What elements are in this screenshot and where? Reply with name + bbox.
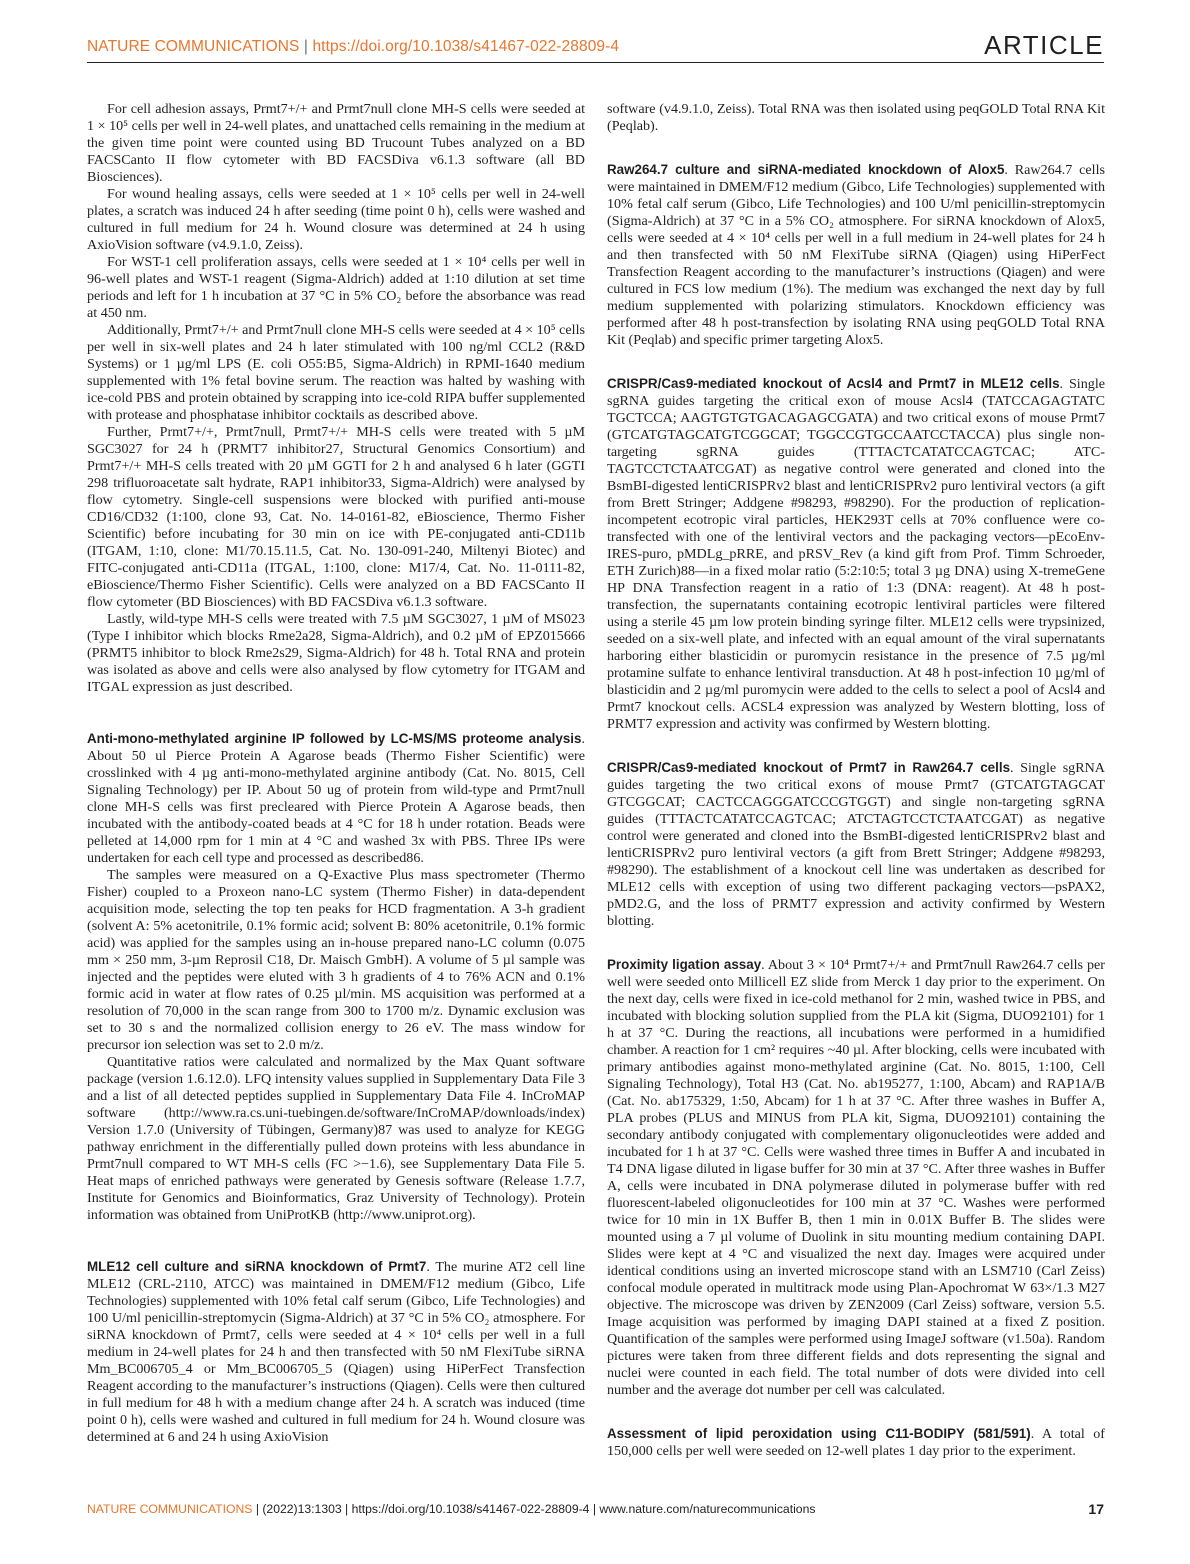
section-paragraph: Anti-mono-methylated arginine IP followed by LC-MS/MS proteome analysis. About 50 ul Pierce Protein A Agarose beads (Thermo Fisher Scientific) were crosslinked with 4 µg anti-mono-methylated arginine antibody (Cat. No. 8015, Cell Signaling Technology) per IP. About 50 ug of protein from wild-type and Prmt7null clone MH-S cells was first precleared with Pierce Protein A Agarose beads, then incubated with the antibody-coated beads at 4 °C for 18 h under rotation. Beads were pelleted at 14,000 rpm for 1 min at 4 °C and washed 3x with PBS. Three IPs were undertaken for each cell type and processed as described86. [87, 731, 585, 866]
header-rule [87, 62, 1104, 63]
section-paragraph: Proximity ligation assay. About 3 × 10⁴ Prmt7+/+ and Prmt7null Raw264.7 cells per well were seeded onto Millicell EZ slide from Merck 1 day prior to the experiment. On the next day, cells were fixed in ice-cold methanol for 2 min, washed twice in PBS, and incubated with blocking solution supplied from the PLA kit (Sigma, DUO92101) for 1 h at 37 °C. During the reactions, all incubations were performed in a humidified chamber. A reaction for 1 cm² requires ~40 µl. After blocking, cells were incubated with primary antibodies against mono-methylated arginine (Cat. No. 8015, 1:100, Cell Signaling Technology), Total H3 (Cat. No. ab195277, 1:100, Abcam) and RAP1A/B (Cat. No. ab175329, 1:50, Abcam) for 1 h at 37 °C. After three washes in Buffer A, PLA probes (PLUS and MINUS from PLA kit, Sigma, DUO92101) containing the secondary antibody conjugated with complementary oligonucleotides were added and incubated for 1 h at 37 °C. Cells were washed three times in Buffer A and incubated in T4 DNA ligase diluted in ligase buffer for 30 min at 37 °C. After three washes in Buffer A, cells were incubated in DNA polymerase diluted in polymerase buffer with red fluorescent-labeled oligonucleotides for 100 min at 37 °C. Washes were performed twice for 10 min in 1X Buffer B, then 1 min in 0.01X Buffer B. The slides were mounted using a 7 µl volume of Duolink in situ mounting medium containing DAPI. Slides were kept at 4 °C and visualized the next day. Images were acquired under identical conditions using an inverted microscope stand with an LSM710 (Carl Zeiss) confocal module operated in multitrack mode using Plan-Apochromat W 63×/1.3 M27 objective. The microscope was driven by ZEN2009 (Carl Zeiss) software, version 5.5. Image acquisition was performed by imaging DAPI stained at a fixed Z position. Quantification of the samples were performed using ImageJ software (v1.50a). Random pictures were taken from three different fields and dots representing the signal and nuclei were counted in each field. The total number of dots were divided into cell number and the average dot number per cell was calculated. [607, 957, 1105, 1398]
paragraph: Lastly, wild-type MH-S cells were treated with 7.5 µM SGC3027, 1 µM of MS023 (Type I inhibitor which blocks Rme2a28, Sigma-Aldrich), and 0.2 µM of EPZ015666 (PRMT5 inhibitor to block Rme2s29, Sigma-Aldrich) for 48 h. Total RNA and protein was isolated as above and cells were also analysed by flow cytometry for ITGAM and ITGAL expression as just described. [87, 611, 585, 695]
section-text: About 3 × 10⁴ Prmt7+/+ and Prmt7null Raw264.7 cells per well were seeded onto Millicell EZ slide from Merck 1 day prior to the experiment. On the next day, cells were fixed in ice-cold methanol for 2 min, washed twice in PBS, and incubated with blocking solution supplied from the PLA kit (Sigma, DUO92101) for 1 h at 37 °C. During the reactions, all incubations were performed in a humidified chamber. A reaction for 1 cm² requires ~40 µl. After blocking, cells were incubated with primary antibodies against mono-methylated arginine (Cat. No. 8015, 1:100, Cell Signaling Technology), Total H3 (Cat. No. ab195277, 1:100, Abcam) and RAP1A/B (Cat. No. ab175329, 1:50, Abcam) for 1 h at 37 °C. After three washes in Buffer A, PLA probes (PLUS and MINUS from PLA kit, Sigma, DUO92101) containing the secondary antibody conjugated with complementary oligonucleotides were added and incubated for 1 h at 37 °C. Cells were washed three times in Buffer A and incubated in T4 DNA ligase diluted in ligase buffer for 30 min at 37 °C. After three washes in Buffer A, cells were incubated in DNA polymerase diluted in polymerase buffer with red fluorescent-labeled oligonucleotides for 100 min at 37 °C. Washes were performed twice for 10 min in 1X Buffer B, then 1 min in 0.01X Buffer B. The slides were mounted using a 7 µl volume of Duolink in situ mounting medium containing DAPI. Slides were kept at 4 °C and visualized the next day. Images were acquired under identical conditions using an inverted microscope stand with an LSM710 (Carl Zeiss) confocal module operated in multitrack mode using Plan-Apochromat W 63×/1.3 M27 objective. The microscope was driven by ZEN2009 (Carl Zeiss) software, version 5.5. Image acquisition was performed by imaging DAPI stained at a fixed Z position. Quantification of the samples were performed using ImageJ software (v1.50a). Random pictures were taken from three different fields and dots representing the signal and nuclei were counted in each field. The total number of dots were divided into cell number and the average dot number per cell was calculated. [607, 957, 1105, 1398]
header-doi-link[interactable]: https://doi.org/10.1038/s41467-022-28809-4 [312, 38, 620, 55]
section-text: Raw264.7 cells were maintained in DMEM/F12 medium (Gibco, Life Technologies) supplemented with 10% fetal calf serum (Gibco, Life Technologies) and 100 U/ml penicillin-streptomycin (Sigma-Aldrich) at 37 °C in a 5% CO₂ atmosphere. For siRNA knockdown of Alox5, cells were seeded at 4 × 10⁴ cells per well in a full medium in 24-well plates for 24 h and then transfected with 50 nM FlexiTube siRNA (Qiagen) using HiPerFect Transfection Reagent according to the manufacturer’s instructions (Qiagen) and were cultured in FCS low medium (1%). The medium was exchanged the next day by full medium supplemented with polarizing stimulators. Knockdown efficiency was performed after 48 h post-transfection by isolating RNA using peqGOLD Total RNA Kit (Peqlab) and specific primer targeting Alox5. [607, 162, 1105, 348]
paragraph: The samples were measured on a Q-Exactive Plus mass spectrometer (Thermo Fisher) coupled to a Proxeon nano-LC system (Thermo Fisher) in data-dependent acquisition mode, selecting the top ten peaks for HCD fragmentation. A 3-h gradient (solvent A: 5% acetonitrile, 0.1% formic acid; solvent B: 80% acetonitrile, 0.1% formic acid) was applied for the samples using an in-house prepared nano-LC column (0.075 mm × 250 mm, 3-µm Reprosil C18, Dr. Maisch GmbH). A volume of 5 µl sample was injected and the peptides were eluted with 3 h gradients of 4 to 76% ACN and 0.1% formic acid in water at flow rates of 0.25 µl/min. MS acquisition was performed at a resolution of 70,000 in the scan range from 300 to 1700 m/z. Dynamic exclusion was set to 30 s and the normalized collision energy to 26 eV. The mass window for precursor ion selection was set to 2.0 m/z. [87, 867, 585, 1053]
section-text: The murine AT2 cell line MLE12 (CRL-2110, ATCC) was maintained in DMEM/F12 medium (Gibco, Life Technologies) supplemented with 10% fetal calf serum (Gibco, Life Technologies) and 100 U/ml penicillin-streptomycin (Sigma-Aldrich) at 37 °C in 5% CO₂ atmosphere. For siRNA knockdown of Prmt7, cells were seeded at 4 × 10⁴ cells per well in a full medium in 24-well plates for 24 h and then transfected with 50 nM FlexiTube siRNA Mm_BC006705_4 or Mm_BC006705_5 (Qiagen) using HiPerFect Transfection Reagent according to the manufacturer’s instructions (Qiagen). Cells were then cultured in full medium for 48 h with a medium change after 24 h. A scratch was induced (time point 0 h), cells were washed and cultured in full medium for 24 h. Wound closure was determined at 6 and 24 h using AxioVision [87, 1259, 585, 1445]
section-text: A total of 150,000 cells per well were seeded on 12-well plates 1 day prior to the experiment. [607, 1426, 1105, 1459]
section-heading: Raw264.7 culture and siRNA-mediated knockdown of Alox5 [607, 162, 1005, 177]
page-header [87, 32, 1104, 62]
article-label: ARTICLE [984, 30, 1104, 60]
section-paragraph: Raw264.7 culture and siRNA-mediated knockdown of Alox5. Raw264.7 cells were maintained in DMEM/F12 medium (Gibco, Life Technologies) supplemented with 10% fetal calf serum (Gibco, Life Technologies) and 100 U/ml penicillin-streptomycin (Sigma-Aldrich) at 37 °C in a 5% CO₂ atmosphere. For siRNA knockdown of Alox5, cells were seeded at 4 × 10⁴ cells per well in a full medium in 24-well plates for 24 h and then transfected with 50 nM FlexiTube siRNA (Qiagen) using HiPerFect Transfection Reagent according to the manufacturer’s instructions (Qiagen) and were cultured in FCS low medium (1%). The medium was exchanged the next day by full medium supplemented with polarizing stimulators. Knockdown efficiency was performed after 48 h post-transfection by isolating RNA using peqGOLD Total RNA Kit (Peqlab) and specific primer targeting Alox5. [607, 162, 1105, 348]
section-heading: MLE12 cell culture and siRNA knockdown of Prmt7 [87, 1259, 427, 1274]
section-paragraph: MLE12 cell culture and siRNA knockdown of Prmt7. The murine AT2 cell line MLE12 (CRL-2110, ATCC) was maintained in DMEM/F12 medium (Gibco, Life Technologies) supplemented with 10% fetal calf serum (Gibco, Life Technologies) and 100 U/ml penicillin-streptomycin (Sigma-Aldrich) at 37 °C in 5% CO₂ atmosphere. For siRNA knockdown of Prmt7, cells were seeded at 4 × 10⁴ cells per well in a full medium in 24-well plates for 24 h and then transfected with 50 nM FlexiTube siRNA Mm_BC006705_4 or Mm_BC006705_5 (Qiagen) using HiPerFect Transfection Reagent according to the manufacturer’s instructions (Qiagen). Cells were then cultured in full medium for 48 h with a medium change after 24 h. A scratch was induced (time point 0 h), cells were washed and cultured in full medium for 24 h. Wound closure was determined at 6 and 24 h using AxioVision [87, 1259, 585, 1445]
section-paragraph: Assessment of lipid peroxidation using C11-BODIPY (581/591). A total of 150,000 cells per well were seeded on 12-well plates 1 day prior to the experiment. [607, 1426, 1105, 1459]
section-heading: Proximity ligation assay [607, 957, 762, 972]
header-separator: | [299, 38, 313, 55]
section-text: Single sgRNA guides targeting the critical exon of mouse Acsl4 (TATCCAGAGTATC TGCTCCA; AAGTGTGTGACAGAGCGATA) and two critical exons of mouse Prmt7 (GTCATGTAGCATGTCGGCAT; TGGCCGTGCCAATCCTACCA) plus single non-targeting sgRNA guides (TTTACTCATATCCAGTCAC; ATC-TAGTCCTCTAATCGAT) as negative control were generated and cloned into the BsmBI-digested lentiCRISPRv2 blast and lentiCRISPRv2 puro lentiviral vectors (a gift from Brett Stringer; Addgene #98293, #98290). For the production of replication-incompetent ecotropic viral particles, HEK293T cells at 70% confluence were co-transfected with one of the lentiviral vectors and the packaging vectors—pEcoEnv-IRES-puro, pMDLg_pRRE, and pRSV_Rev (a kind gift from Prof. Timm Schroeder, ETH Zurich)88—in a fixed molar ratio (5:2:10:5; total 3 µg DNA) using X-tremeGene HP DNA Transfection reagent in a ratio of 1:3 (DNA: reagent). At 48 h post-transfection, the supernatants containing ecotropic lentiviral particles were filtered using a sterile 45 µm low protein binding syringe filter. MLE12 cells were trypsinized, seeded on a six-well plate, and infected with an equal amount of the viral supernatants harboring either blasticidin or puromycin resistance in the presence of 7.5 µg/ml protamine sulfate to enhance lentiviral transduction. At 48 h post-infection 10 µg/ml of blasticidin and 2 µg/ml puromycin were added to the cells to select a pool of Acsl4 and Prmt7 knockout cells. ACSL4 expression was analyzed by Western blotting, loss of PRMT7 expression and activity was confirmed by Western blotting. [607, 376, 1105, 732]
footer-citation: | (2022)13:1303 | https://doi.org/10.1038/s41467-022-28809-4 | www.nature.com/naturecommunications [252, 1502, 816, 1516]
paragraph: software (v4.9.1.0, Zeiss). Total RNA was then isolated using peqGOLD Total RNA Kit (Peqlab). [607, 101, 1105, 134]
journal-name: NATURE COMMUNICATIONS [87, 38, 300, 55]
right-column [607, 101, 1105, 1460]
section-text: About 50 ul Pierce Protein A Agarose beads (Thermo Fisher Scientific) were crosslinked with 4 µg anti-mono-methylated arginine antibody (Cat. No. 8015, Cell Signaling Technology) per IP. About 50 ug of protein from wild-type and Prmt7null clone MH-S cells was first precleared with Pierce Protein A Agarose beads, then incubated with the antibody-coated beads at 4 °C for 18 h under rotation. Beads were pelleted at 14,000 rpm for 1 min at 4 °C and washed 3x with PBS. Three IPs were undertaken for each cell type and processed as described86. [87, 748, 585, 866]
paragraph: Additionally, Prmt7+/+ and Prmt7null clone MH-S cells were seeded at 4 × 10⁵ cells per well in six-well plates and 24 h later stimulated with 100 ng/ml CCL2 (R&D Systems) or 1 µg/ml LPS (E. coli O55:B5, Sigma-Aldrich) in RPMI-1640 medium supplemented with 1% fetal bovine serum. The reaction was halted by washing with ice-cold PBS and protein obtained by scrapping into ice-cold RIPA buffer supplemented with protease and phosphatase inhibitor cocktails as described above. [87, 322, 585, 423]
section-heading: CRISPR/Cas9-mediated knockout of Acsl4 and Prmt7 in MLE12 cells [607, 376, 1060, 391]
paragraph: Quantitative ratios were calculated and normalized by the Max Quant software package (version 1.6.12.0). LFQ intensity values supplied in Supplementary Data File 3 and a list of all detected peptides supplied in Supplementary Data File 4. InCroMAP software (http://www.ra.cs.uni-tuebingen.de/software/InCroMAP/downloads/index) Version 1.7.0 (University of Tübingen, Germany)87 was used to analyze for KEGG pathway enrichment in the differentially pulled down proteins with less abundance in Prmt7null compared to WT MH-S cells (FC >−1.6), see Supplementary Data File 5. Heat maps of enriched pathways were generated by Genesis software (Release 1.7.7, Institute for Genomics and Bioinformatics, Graz University of Technology). Protein information was obtained from UniProtKB (http://www.uniprot.org). [87, 1054, 585, 1223]
section-paragraph: CRISPR/Cas9-mediated knockout of Prmt7 in Raw264.7 cells. Single sgRNA guides targeting the two critical exons of mouse Prmt7 (GTCATGTAGCAT GTCGGCAT; CACTCCAGGGATCCCGTGGT) and single non-targeting sgRNA guides (TTTACTCATATCCAGTCAC; ATCTAGTCCTCTAATCGAT) as negative control were generated and cloned into the BsmBI-digested lentiCRISPRv2 blast and lentiCRISPRv2 puro lentiviral vectors (a gift from Brett Stringer; Addgene #98293, #98290). The establishment of a knockout cell line was undertaken as described for MLE12 cells with exception of using two different packaging vectors—psPAX2, pMD2.G, and the loss of PRMT7 expression and activity confirmed by Western blotting. [607, 760, 1105, 929]
paragraph: For WST-1 cell proliferation assays, cells were seeded at 1 × 10⁴ cells per well in 96-well plates and WST-1 reagent (Sigma-Aldrich) added at 1:10 dilution at set time periods and left for 1 h incubation at 37 °C in 5% CO₂ before the absorbance was read at 450 nm. [87, 254, 585, 321]
paragraph: For wound healing assays, cells were seeded at 1 × 10⁵ cells per well in 24-well plates, a scratch was induced 24 h after seeding (time point 0 h), cells were washed and cultured in full medium for 24 h. Wound closure was determined at 24 h using AxioVision software (v4.9.1.0, Zeiss). [87, 186, 585, 253]
running-head [87, 38, 619, 56]
section-heading: Assessment of lipid peroxidation using C11-BODIPY (581/591) [607, 1426, 1031, 1441]
paragraph: Further, Prmt7+/+, Prmt7null, Prmt7+/+ MH-S cells were treated with 5 µM SGC3027 for 24 h (PRMT7 inhibitor27, Structural Genomics Consortium) and Prmt7+/+ MH-S cells treated with 20 µM GGTI for 2 h and analysed 6 h later (GGTI 298 trifluoroacetate salt hydrate, RAP1 inhibitor33, Sigma-Aldrich) were analysed by flow cytometry. Single-cell suspensions were blocked with purified anti-mouse CD16/CD32 (1:100, clone 93, Cat. No. 14-0161-82, eBioscience, Thermo Fisher Scientific) before incubating for 30 min on ice with PE-conjugated anti-CD11b (ITGAM, 1:10, clone: M1/70.15.11.5, Cat. No. 130-091-240, Miltenyi Biotec) and FITC-conjugated anti-CD11a (ITGAL, 1:100, clone: M17/4, Cat. No. 11-0111-82, eBioscience/Thermo Fisher Scientific). Cells were analyzed on a BD FACSCanto II flow cytometer (BD Biosciences) with BD FACSDiva v6.1.3 software. [87, 424, 585, 610]
footer-journal: NATURE COMMUNICATIONS [87, 1502, 253, 1516]
section-paragraph: CRISPR/Cas9-mediated knockout of Acsl4 and Prmt7 in MLE12 cells. Single sgRNA guides targeting the critical exon of mouse Acsl4 (TATCCAGAGTATC TGCTCCA; AAGTGTGTGACAGAGCGATA) and two critical exons of mouse Prmt7 (GTCATGTAGCATGTCGGCAT; TGGCCGTGCCAATCCTACCA) plus single non-targeting sgRNA guides (TTTACTCATATCCAGTCAC; ATC-TAGTCCTCTAATCGAT) as negative control were generated and cloned into the BsmBI-digested lentiCRISPRv2 blast and lentiCRISPRv2 puro lentiviral vectors (a gift from Brett Stringer; Addgene #98293, #98290). For the production of replication-incompetent ecotropic viral particles, HEK293T cells at 70% confluence were co-transfected with one of the lentiviral vectors and the packaging vectors—pEcoEnv-IRES-puro, pMDLg_pRRE, and pRSV_Rev (a kind gift from Prof. Timm Schroeder, ETH Zurich)88—in a fixed molar ratio (5:2:10:5; total 3 µg DNA) using X-tremeGene HP DNA Transfection reagent in a ratio of 1:3 (DNA: reagent). At 48 h post-transfection, the supernatants containing ecotropic lentiviral particles were filtered using a sterile 45 µm low protein binding syringe filter. MLE12 cells were trypsinized, seeded on a six-well plate, and infected with an equal amount of the viral supernatants harboring either blasticidin or puromycin resistance in the presence of 7.5 µg/ml protamine sulfate to enhance lentiviral transduction. At 48 h post-infection 10 µg/ml of blasticidin and 2 µg/ml puromycin were added to the cells to select a pool of Acsl4 and Prmt7 knockout cells. ACSL4 expression was analyzed by Western blotting, loss of PRMT7 expression and activity was confirmed by Western blotting. [607, 376, 1105, 732]
page-number: 17 [1088, 1501, 1104, 1517]
section-heading: Anti-mono-methylated arginine IP followed by LC-MS/MS proteome analysis [87, 731, 582, 746]
left-column [87, 101, 585, 1446]
page-footer [87, 1502, 1104, 1522]
section-text: Single sgRNA guides targeting the two critical exons of mouse Prmt7 (GTCATGTAGCAT GTCGGCAT; CACTCCAGGGATCCCGTGGT) and single non-targeting sgRNA guides (TTTACTCATATCCAGTCAC; ATCTAGTCCTCTAATCGAT) as negative control were generated and cloned into the BsmBI-digested lentiCRISPRv2 blast and lentiCRISPRv2 puro lentiviral vectors (a gift from Brett Stringer; Addgene #98293, #98290). The establishment of a knockout cell line was undertaken as described for MLE12 cells with exception of using two different packaging vectors—psPAX2, pMD2.G, and the loss of PRMT7 expression and activity confirmed by Western blotting. [607, 760, 1105, 929]
section-heading: CRISPR/Cas9-mediated knockout of Prmt7 in Raw264.7 cells [607, 760, 1011, 775]
paragraph: For cell adhesion assays, Prmt7+/+ and Prmt7null clone MH-S cells were seeded at 1 × 10⁵ cells per well in 24-well plates, and unattached cells remaining in the medium at the given time point were counted using BD Trucount Tubes analyzed on a BD FACSCanto II flow cytometer with BD FACSDiva v6.1.3 software (all BD Biosciences). [87, 101, 585, 185]
